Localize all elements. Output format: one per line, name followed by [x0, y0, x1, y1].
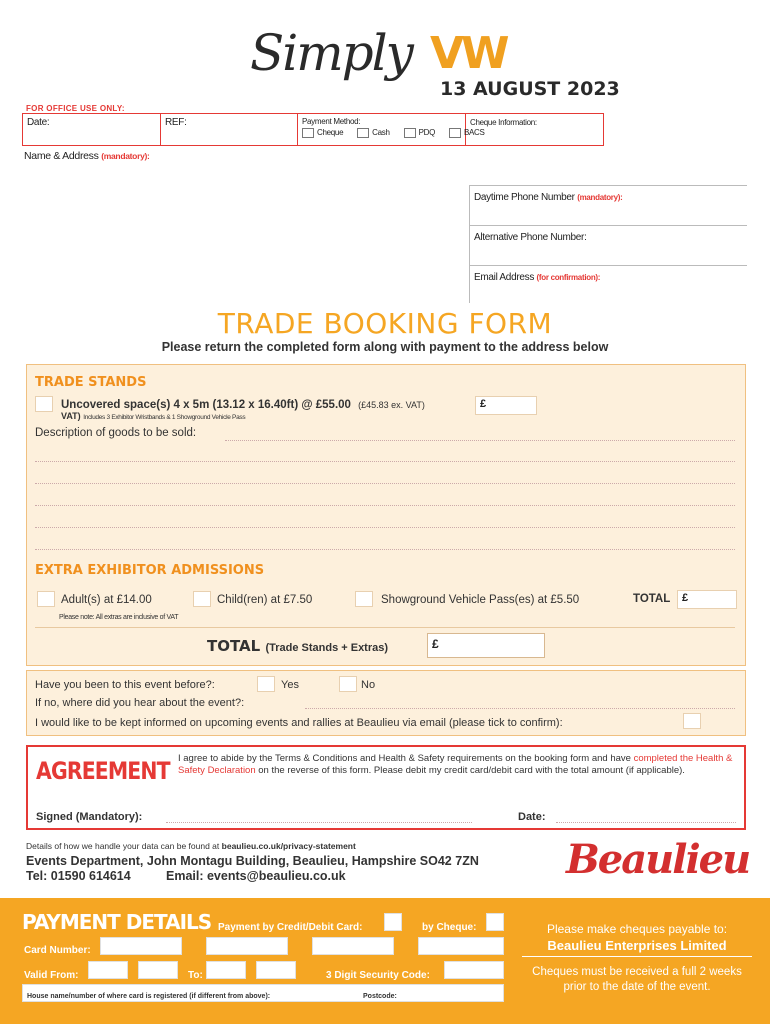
- payee-divider: [522, 956, 752, 957]
- description-line-1[interactable]: [225, 440, 735, 441]
- extras-total-input[interactable]: [677, 590, 737, 609]
- grand-total-currency: £: [432, 637, 439, 651]
- how-heard-field[interactable]: [305, 708, 735, 709]
- agreement-heading: AGREEMENT: [36, 757, 170, 785]
- valid-to-year[interactable]: [256, 961, 296, 979]
- house-label: House name/number of where card is registered (if different from above):: [27, 993, 271, 1000]
- yes-label: Yes: [281, 679, 299, 691]
- vat-word: VAT): [61, 411, 81, 421]
- by-cheque-checkbox[interactable]: [486, 913, 504, 931]
- cheque-info-label: Cheque Information:: [470, 118, 537, 127]
- email-label: Email Address: [474, 272, 535, 283]
- grand-total-sub: (Trade Stands + Extras): [265, 642, 389, 654]
- postcode-label: Postcode:: [363, 993, 397, 1000]
- description-line-4[interactable]: [35, 505, 735, 506]
- description-line-6[interactable]: [35, 549, 735, 550]
- extras-heading: EXTRA EXHIBITOR ADMISSIONS: [35, 563, 265, 578]
- agreement-text: [178, 753, 738, 777]
- event-date: 13 AUGUST 2023: [440, 78, 620, 100]
- email-line: Email: events@beaulieu.co.uk: [166, 869, 346, 883]
- card-number-group-2[interactable]: [206, 937, 288, 955]
- card-address-field[interactable]: [22, 984, 504, 1002]
- address-line: Events Department, John Montagu Building, Beaulieu, Hampshire SO42 7ZN: [26, 854, 479, 868]
- keep-informed-checkbox[interactable]: [683, 713, 701, 729]
- agreement-text-2: on the reverse of this form. Please debit my credit card/debit card: [258, 765, 533, 776]
- description-line-2[interactable]: [35, 461, 735, 462]
- space-total-input[interactable]: [475, 396, 537, 415]
- vehicle-qty-box[interactable]: [355, 591, 373, 607]
- office-use-box: [22, 113, 604, 146]
- name-address-label-row: [24, 150, 150, 162]
- daytime-phone-label: Daytime Phone Number: [474, 192, 575, 203]
- by-card-checkbox[interactable]: [384, 913, 402, 931]
- extras-currency: £: [682, 592, 689, 604]
- tel-line: Tel: 01590 614614: [26, 869, 131, 883]
- valid-from-label: Valid From:: [24, 970, 79, 981]
- cheque-checkbox[interactable]: [302, 128, 314, 138]
- grand-total-label: [207, 637, 388, 655]
- bacs-checkbox[interactable]: [449, 128, 461, 138]
- valid-to-label: To:: [188, 970, 203, 981]
- form-subtitle: Please return the completed form along with payment to the address below: [161, 340, 609, 354]
- office-ref-cell[interactable]: [161, 114, 298, 145]
- security-code-input[interactable]: [444, 961, 504, 979]
- space-line: [61, 399, 425, 411]
- office-date-label: Date:: [27, 117, 50, 128]
- keep-informed-label: I would like to be kept informed on upcoming events and rallies at Beaulieu via email (please tick to confirm):: [35, 717, 563, 729]
- vehicle-label: Showground Vehicle Pass(es) at £5.50: [381, 594, 580, 606]
- description-line-5[interactable]: [35, 527, 735, 528]
- payment-heading: PAYMENT DETAILS: [22, 910, 212, 934]
- logo-vw-text: VW: [430, 28, 507, 79]
- cash-option: Cash: [372, 128, 390, 138]
- privacy-line: [26, 841, 356, 851]
- payment-method-cell: [298, 114, 485, 145]
- signature-field[interactable]: [166, 822, 472, 823]
- grand-total-input[interactable]: [427, 633, 545, 658]
- contact-column: [469, 185, 747, 303]
- email-field[interactable]: [469, 265, 747, 303]
- signed-label: Signed (Mandatory):: [36, 811, 143, 823]
- office-ref-label: REF:: [165, 117, 187, 128]
- extras-divider: [35, 627, 735, 628]
- space-checkbox[interactable]: [35, 396, 53, 412]
- agreement-text-red: completed the Health & Safety Declaration: [178, 753, 733, 776]
- grand-total-text: TOTAL: [207, 637, 261, 655]
- name-address-label: Name & Address: [24, 150, 99, 162]
- includes-line: [61, 411, 245, 421]
- logo-script-text: Simply: [250, 24, 412, 82]
- been-before-yes-checkbox[interactable]: [257, 676, 275, 692]
- payment-method-label: Payment Method:: [302, 117, 361, 126]
- space-price-text: Uncovered space(s) 4 x 5m (13.12 x 16.40ft) @ £55.00: [61, 399, 351, 411]
- includes-note: Includes 3 Exhibitor Wristbands & 1 Showground Vehicle Pass: [83, 414, 246, 421]
- extras-total-label: [633, 593, 670, 605]
- name-address-field[interactable]: [24, 166, 464, 302]
- cheque-info-cell[interactable]: [463, 114, 603, 145]
- card-number-label: Card Number:: [24, 945, 91, 956]
- payable-to-label: Please make cheques payable to:: [546, 922, 728, 936]
- child-label: Child(ren) at £7.50: [217, 594, 313, 606]
- cheque-deadline-note: Cheques must be received a full 2 weeks prior to the date of the event.: [532, 966, 742, 993]
- how-heard-label: If no, where did you hear about the event?:: [35, 697, 245, 709]
- agreement-text-1: I agree to abide by the Terms & Conditions and Health & Safety requirements on the booking form and have: [178, 753, 631, 764]
- trade-stands-panel: [26, 364, 746, 666]
- agreement-text-3: with the total amount (if applicable).: [535, 765, 685, 776]
- agreement-date-field[interactable]: [556, 822, 736, 823]
- name-mandatory-tag: (mandatory):: [101, 151, 150, 161]
- been-before-label: Have you been to this event before?:: [35, 679, 215, 691]
- description-label: Description of goods to be sold:: [35, 427, 197, 439]
- payment-details-section: [0, 898, 770, 1024]
- no-label: No: [361, 679, 376, 691]
- privacy-prefix: Details of how we handle your data can be found at: [26, 841, 220, 851]
- card-number-group-4[interactable]: [418, 937, 504, 955]
- privacy-link[interactable]: beaulieu.co.uk/privacy-statement: [221, 841, 356, 851]
- bacs-option: BACS: [463, 128, 485, 138]
- agreement-box: [26, 745, 746, 830]
- card-number-group-1[interactable]: [100, 937, 182, 955]
- child-qty-box[interactable]: [193, 591, 211, 607]
- form-title: TRADE BOOKING FORM: [217, 307, 553, 340]
- pdq-option: PDQ: [418, 128, 436, 138]
- beaulieu-logo: Beaulieu: [566, 836, 750, 883]
- by-cheque-label: by Cheque:: [422, 922, 477, 933]
- been-before-no-checkbox[interactable]: [339, 676, 357, 692]
- simply-vw-logo: [250, 18, 620, 98]
- valid-from-month[interactable]: [88, 961, 128, 979]
- office-use-label: FOR OFFICE USE ONLY:: [26, 104, 125, 113]
- pdq-checkbox[interactable]: [404, 128, 416, 138]
- space-currency: £: [480, 398, 487, 410]
- description-line-3[interactable]: [35, 483, 735, 484]
- adult-label: Adult(s) at £14.00: [61, 594, 152, 606]
- questions-panel: [26, 670, 746, 736]
- alt-phone-label: Alternative Phone Number:: [474, 232, 587, 243]
- card-number-group-3[interactable]: [312, 937, 394, 955]
- space-ex-vat: (£45.83 ex. VAT): [358, 400, 425, 410]
- agreement-date-label: Date:: [518, 811, 546, 823]
- trade-stands-heading: TRADE STANDS: [35, 375, 147, 390]
- adult-qty-box[interactable]: [37, 591, 55, 607]
- extras-vat-note: Please note: All extras are inclusive of VAT: [59, 614, 179, 621]
- payee-name: Beaulieu Enterprises Limited: [547, 938, 727, 953]
- cheque-option: Cheque: [317, 128, 344, 138]
- daytime-mandatory-tag: (mandatory):: [577, 193, 623, 202]
- office-date-cell[interactable]: [23, 114, 161, 145]
- email-confirm-tag: (for confirmation):: [536, 273, 601, 282]
- valid-to-month[interactable]: [206, 961, 246, 979]
- valid-from-year[interactable]: [138, 961, 178, 979]
- alt-phone-field[interactable]: [469, 225, 747, 265]
- by-card-label: Payment by Credit/Debit Card:: [218, 922, 363, 933]
- extras-total-text: TOTAL: [633, 593, 671, 605]
- security-code-label: 3 Digit Security Code:: [326, 970, 430, 981]
- cash-checkbox[interactable]: [357, 128, 369, 138]
- daytime-phone-field[interactable]: [469, 185, 747, 225]
